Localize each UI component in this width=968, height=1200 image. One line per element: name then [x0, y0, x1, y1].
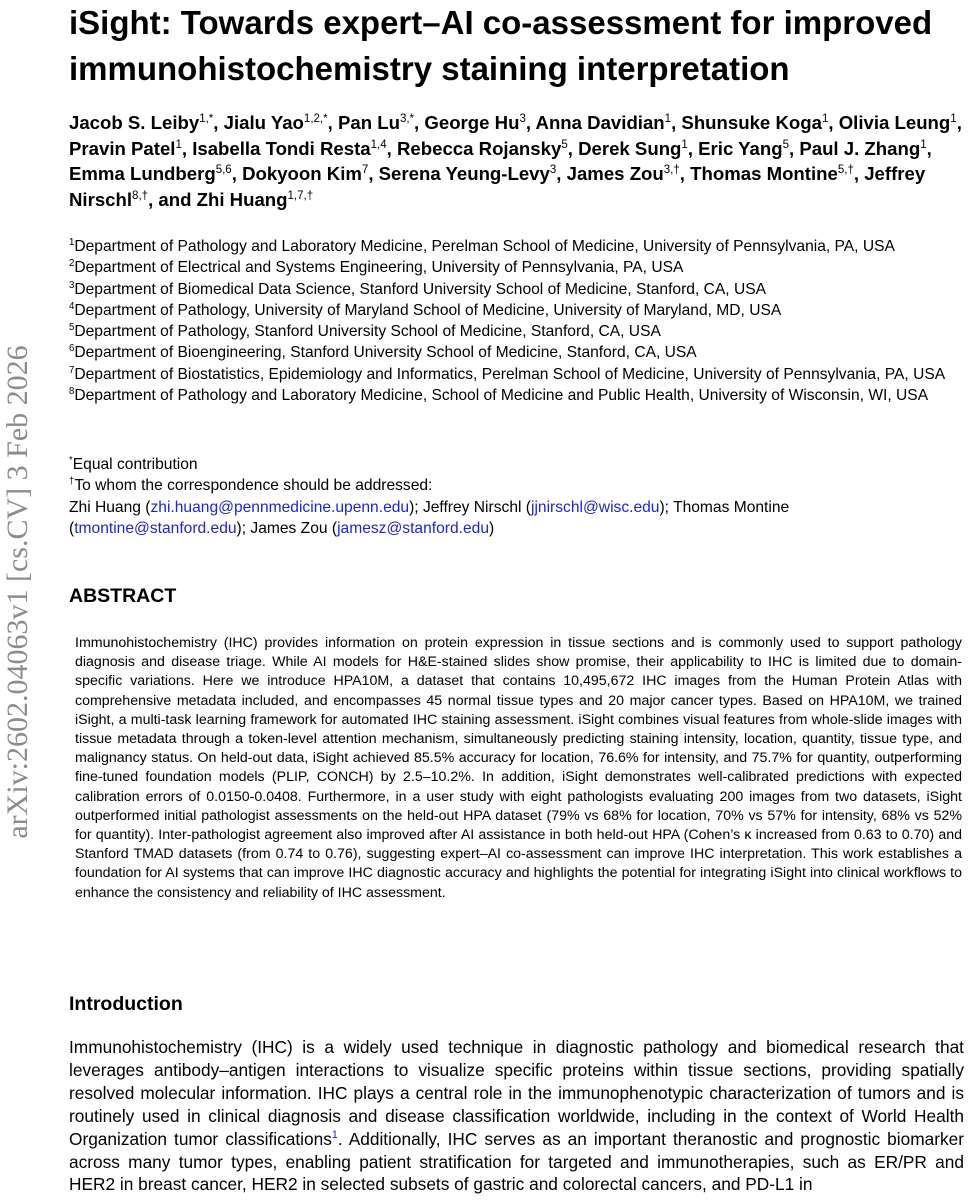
affiliation-number: 1 — [69, 236, 75, 248]
author-name — [567, 163, 680, 184]
author-separator: , — [679, 163, 691, 184]
introduction-text-part2: . Additionally, IHC serves as an important theranostic and prognostic biomarker across many tumor types, enabling patient stratification for targeted and immunotherapies, such as ER/PR and HER2 in breast cancer, HER2 in selected subsets of gastric and colorectal cancers, and PD-L1 in — [69, 1128, 964, 1195]
affiliation-number: 7 — [69, 364, 75, 376]
author-separator: , — [788, 137, 800, 159]
author-name-text: Pravin Patel — [69, 137, 176, 159]
affiliation-item — [69, 321, 968, 342]
author-affiliation-marker: 1 — [175, 138, 182, 151]
author-name-text: Serena Yeung-Levy — [378, 163, 550, 184]
citation-link[interactable]: 1 — [331, 1128, 338, 1141]
author-separator: , — [828, 112, 839, 133]
author-affiliation-marker: 1 — [821, 112, 829, 125]
contact-email-link[interactable]: jamesz@stanford.edu — [337, 519, 489, 537]
author-affiliation-marker: 1 — [664, 112, 672, 125]
equal-contribution-text: Equal contribution — [72, 456, 198, 473]
author-separator: , — [414, 112, 425, 133]
contact-close: ); — [236, 519, 251, 537]
author-name — [224, 112, 328, 133]
author-name — [578, 138, 688, 159]
author-name-text: James Zou — [566, 163, 664, 184]
author-affiliation-marker: 1,* — [199, 112, 214, 125]
author-name-text: Jeffrey Nirschl — [69, 163, 926, 210]
author-name-text: Shunsuke Koga — [681, 112, 822, 133]
author-affiliation-marker: 8,† — [132, 189, 149, 202]
author-affiliation-marker: 3 — [549, 163, 557, 176]
introduction-text — [69, 1036, 964, 1196]
author-name — [69, 112, 213, 133]
affiliation-item — [69, 300, 968, 321]
affiliation-item — [69, 385, 968, 406]
contact-name: Thomas Montine ( — [69, 498, 790, 537]
author-affiliation-marker: 3,† — [663, 163, 680, 176]
author-name — [536, 112, 672, 133]
author-separator: , — [386, 137, 397, 159]
contact-email-link[interactable]: tmontine@stanford.edu — [74, 519, 237, 537]
author-separator: , — [327, 112, 338, 133]
author-name-text: Zhi Huang — [196, 188, 288, 210]
author-name — [192, 138, 386, 159]
author-separator: , — [231, 163, 243, 184]
author-separator: , and — [148, 188, 197, 210]
contact-email-link[interactable]: zhi.huang@pennmedicine.upenn.edu — [150, 498, 410, 516]
author-name — [799, 138, 926, 159]
affiliation-number: 5 — [69, 322, 75, 333]
author-name — [424, 112, 525, 133]
correspondence-note — [69, 475, 964, 496]
affiliation-text: Department of Pathology, University of Maryland School of Medicine, University of Maryland, MD, USA — [74, 301, 782, 319]
author-name-text: Dokyoon Kim — [242, 163, 362, 184]
affiliation-number: 4 — [69, 300, 75, 312]
contact-name: Jeffrey Nirschl ( — [422, 498, 531, 516]
correspondence-text: To whom the correspondence should be addressed: — [74, 477, 433, 495]
author-list — [69, 110, 964, 212]
author-separator: , — [671, 112, 682, 133]
affiliation-item — [69, 342, 968, 363]
affiliation-text: Department of Biomedical Data Science, Stanford University School of Medicine, Stanford, CA, USA — [74, 280, 767, 298]
affiliation-text: Department of Pathology and Laboratory Medicine, School of Medicine and Public Health, University of Wisconsin, WI, USA — [74, 387, 929, 405]
equal-contribution-note — [69, 454, 964, 475]
author-name-text: Rebecca Rojansky — [396, 137, 562, 159]
contact-name: Zhi Huang ( — [69, 498, 151, 516]
author-name-text: Anna Davidian — [535, 112, 665, 133]
introduction-text-part1: Immunohistochemistry (IHC) is a widely used technique in diagnostic pathology and biomedical research that leverages antibody–antigen interactions to visualize specific proteins within tissue sections, providing spatially resolved molecular information. IHC plays a central role in the immunophenotypic characterization of tumors and is routinely used in clinical diagnosis and disease classification worldwide, including in the context of World Health Organization tumor classifications — [69, 1037, 964, 1149]
affiliation-text: Department of Electrical and Systems Engineering, University of Pennsylvania, PA, USA — [74, 259, 684, 277]
affiliation-list — [69, 236, 968, 406]
arxiv-identifier-stamp[interactable]: arXiv:2602.04063v1 [cs.CV] 3 Feb 2026 — [1, 345, 34, 839]
affiliation-number: 3 — [69, 279, 75, 291]
contact-email-link[interactable]: jjnirschl@wisc.edu — [530, 498, 660, 516]
author-name-text: Isabella Tondi Resta — [192, 137, 371, 159]
author-name — [242, 163, 368, 184]
author-name — [397, 138, 568, 159]
author-name — [69, 138, 182, 159]
author-affiliation-marker: 5,6 — [215, 163, 232, 176]
author-name — [69, 163, 232, 184]
affiliation-number: 8 — [69, 385, 75, 397]
author-separator: , — [556, 163, 567, 184]
abstract-text: Immunohistochemistry (IHC) provides information on protein expression in tissue sections and is commonly used to support pathology diagnosis and disease triage. While AI models for H&E-stained slides show promise, their applicability to IHC is limited due to domain-specific variations. Here we introduce HPA10M, a dataset that contains 10,495,672 IHC images from the Human Protein Atlas with comprehensive metadata included, and encompasses 45 normal tissue types and 20 major cancer types. Based on HPA10M, we trained iSight, a multi-task learning framework for automated IHC staining assessment. iSight combines visual features from whole-slide images with tissue metadata through a token-level attention mechanism, simultaneously predicting staining intensity, location, quantity, tissue type, and malignancy status. On held-out data, iSight achieved 85.5% accuracy for location, 76.6% for intensity, and 75.7% for quantity, outperforming fine-tuned foundation models (PLIP, CONCH) by 2.5–10.2%. In addition, iSight demonstrates well-calibrated predictions with expected calibration errors of 0.0150-0.0408. Furthermore, in a user study with eight pathologists evaluating 200 images from two datasets, iSight outperformed initial pathologist assessments on the held-out HPA dataset (79% vs 68% for location, 70% vs 57% for intensity, 68% vs 52% for quantity). Inter-pathologist agreement also improved after AI assistance in both held-out HPA (Cohen’s κ increased from 0.63 to 0.70) and Stanford TMAD datasets (from 0.74 to 0.76), suggesting expert–AI co-assessment can improve IHC interpretation. This work establishes a foundation for AI systems that can improve IHC diagnostic accuracy and highlights the potential for integrating iSight into clinical workflows to enhance the consistency and reliability of IHC assessment. — [75, 635, 962, 901]
author-separator: , — [926, 137, 932, 159]
author-affiliation-marker: 1,2,* — [303, 112, 328, 125]
author-affiliation-marker: 1 — [950, 112, 957, 125]
author-name-text: Jacob S. Leiby — [69, 112, 200, 133]
author-notes — [69, 454, 964, 539]
author-name-text: Pan Lu — [337, 112, 400, 133]
affiliation-item — [69, 279, 968, 300]
contact-close: ); — [409, 498, 423, 516]
affiliation-item — [69, 236, 968, 257]
author-name-text: Derek Sung — [578, 137, 682, 159]
author-name-text: Eric Yang — [698, 137, 783, 159]
author-name — [698, 138, 789, 159]
affiliation-text: Department of Bioengineering, Stanford University School of Medicine, Stanford, CA, USA — [74, 344, 697, 362]
author-separator: , — [213, 112, 224, 133]
author-separator: , — [368, 163, 379, 184]
author-name-text: George Hu — [424, 112, 520, 133]
author-name — [839, 112, 957, 133]
author-affiliation-marker: 5,† — [837, 163, 854, 176]
correspondence-mark: † — [69, 476, 75, 488]
author-name-text: Olivia Leung — [838, 112, 951, 133]
author-affiliation-marker: 1 — [681, 138, 688, 151]
author-affiliation-marker: 7 — [361, 163, 369, 176]
author-name — [379, 163, 557, 184]
author-name-text: Paul J. Zhang — [799, 137, 921, 159]
contact-close: ); — [659, 498, 674, 516]
author-separator: , — [567, 137, 579, 159]
author-separator: , — [687, 137, 699, 159]
contact-close: ) — [489, 519, 495, 537]
author-affiliation-marker: 5 — [782, 138, 789, 151]
introduction-heading: Introduction — [69, 993, 183, 1015]
author-name — [338, 112, 414, 133]
affiliation-item — [69, 364, 968, 385]
affiliation-item — [69, 257, 968, 278]
author-separator: , — [181, 137, 193, 159]
author-name-text: Emma Lundberg — [69, 163, 216, 184]
author-affiliation-marker: 3 — [519, 112, 526, 125]
affiliation-text: Department of Pathology and Laboratory Medicine, Perelman School of Medicine, University of Pennsylvania, PA, USA — [74, 238, 895, 255]
abstract-heading: ABSTRACT — [69, 585, 177, 607]
affiliation-text: Department of Biostatistics, Epidemiology and Informatics, Perelman School of Medicine, University of Pennsylvania, PA, USA — [74, 365, 946, 383]
affiliation-text: Department of Pathology, Stanford University School of Medicine, Stanford, CA, USA — [74, 323, 661, 341]
correspondence-contacts — [69, 497, 964, 540]
author-name-text: Thomas Montine — [690, 163, 838, 184]
author-name — [681, 112, 828, 133]
affiliation-number: 6 — [69, 343, 75, 355]
affiliation-number: 2 — [69, 258, 75, 270]
author-affiliation-marker: 5 — [561, 138, 568, 151]
author-separator: , — [525, 112, 536, 133]
author-separator: , — [956, 112, 962, 133]
author-separator: , — [853, 163, 865, 184]
author-affiliation-marker: 1,4 — [370, 138, 387, 151]
author-name — [690, 163, 854, 184]
author-name — [197, 189, 314, 210]
author-affiliation-marker: 3,* — [399, 112, 415, 125]
contact-name: James Zou ( — [250, 519, 338, 537]
author-name-text: Jialu Yao — [223, 112, 304, 133]
author-affiliation-marker: 1,7,† — [287, 189, 314, 202]
paper-title: iSight: Towards expert–AI co-assessment for improved immunohistochemistry staining interpretation — [69, 4, 933, 87]
author-affiliation-marker: 1 — [920, 138, 927, 151]
equal-contribution-mark: * — [69, 454, 73, 466]
